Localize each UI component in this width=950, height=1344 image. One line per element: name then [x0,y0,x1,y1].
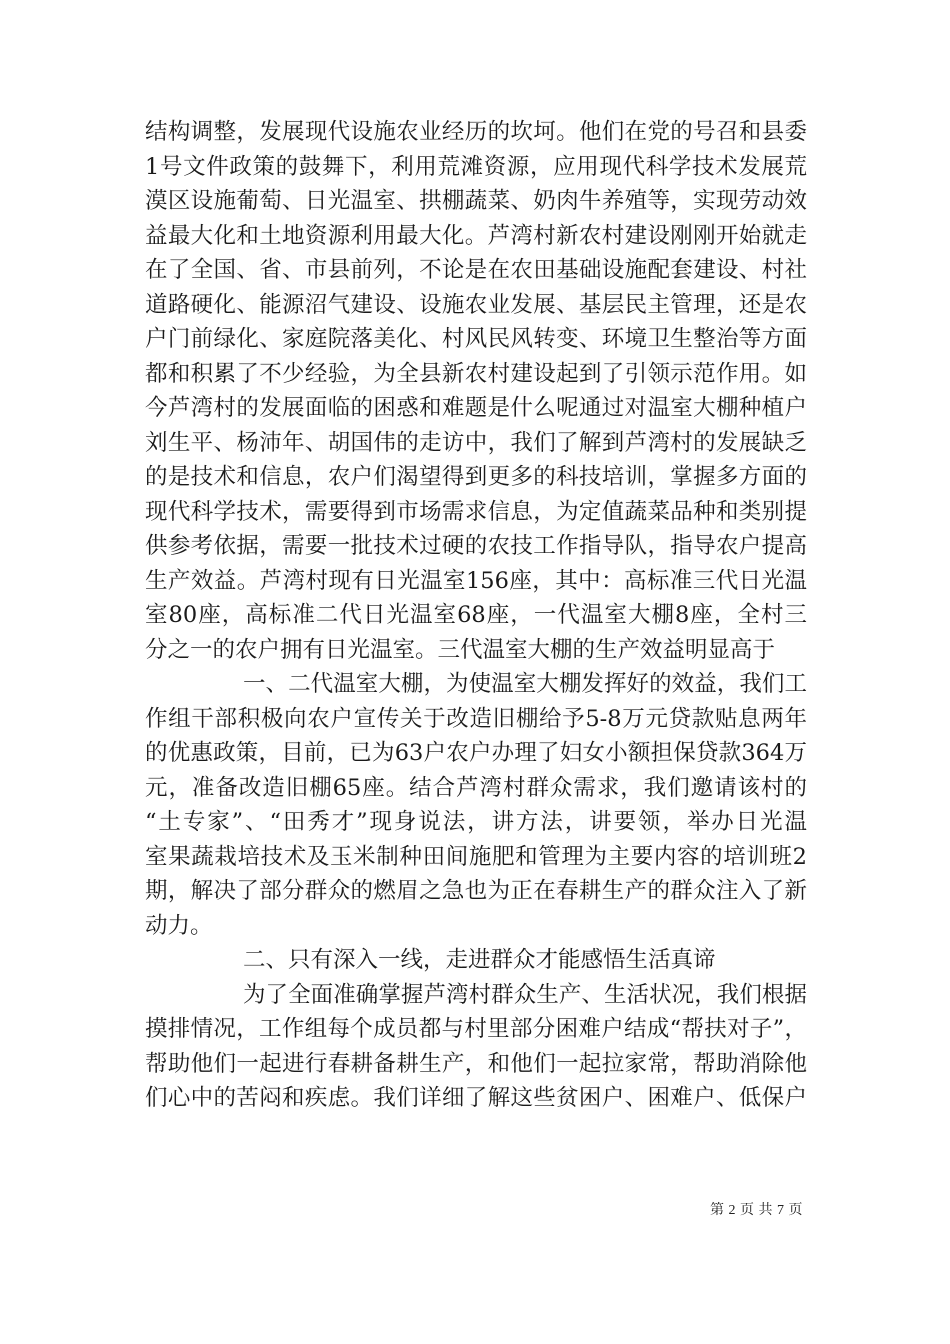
text-line: “土专家”、“田秀才”现身说法，讲方法，讲要领，举办日光温 [145,809,807,835]
text-line: 结构调整，发展现代设施农业经历的坎坷。他们在党的号召和县委 [145,119,807,145]
text-line: 期，解决了部分群众的燃眉之急也为正在春耕生产的群众注入了新 [145,878,807,904]
text-line: 益最大化和土地资源利用最大化。芦湾村新农村建设刚刚开始就走 [145,222,807,249]
text-line: 动力。 [145,912,213,939]
text-line: 今芦湾村的发展面临的困惑和难题是什么呢通过对温室大棚种植户 [145,395,807,421]
document-body [145,115,807,1116]
text-line: 户门前绿化、家庭院落美化、村风民风转变、环境卫生整治等方面 [145,326,807,352]
text-line: 们心中的苦闷和疾虑。我们详细了解这些贫困户、困难户、低保户 [145,1085,807,1111]
text-line: 室果蔬栽培技术及玉米制种田间施肥和管理为主要内容的培训班2 [145,843,807,870]
paragraph-first-line: 一、二代温室大棚，为使温室大棚发挥好的效益，我们工 [243,671,807,697]
text-line: 帮助他们一起进行春耕备耕生产，和他们一起拉家常，帮助消除他 [145,1050,807,1077]
text-line: 在了全国、省、市县前列，不论是在农田基础设施配套建设、村社 [145,257,807,283]
paragraph-first-line: 二、只有深入一线，走进群众才能感悟生活真谛 [243,947,716,973]
text-line: 元，准备改造旧棚65座。结合芦湾村群众需求，我们邀请该村的 [145,774,807,801]
text-line: 摸排情况，工作组每个成员都与村里部分困难户结成“帮扶对子”， [145,1016,807,1042]
text-line: 的优惠政策，目前，已为63户农户办理了妇女小额担保贷款364万 [145,740,807,766]
page-number-footer: 第 2 页 共 7 页 [710,1203,803,1218]
text-line: 供参考依据，需要一批技术过硬的农技工作指导队，指导农户提高 [145,533,807,559]
text-line: 漠区设施葡萄、日光温室、拱棚蔬菜、奶肉牛养殖等，实现劳动效 [145,188,807,214]
text-line: 刘生平、杨沛年、胡国伟的走访中，我们了解到芦湾村的发展缺乏 [145,429,807,456]
text-line: 道路硬化、能源沼气建设、设施农业发展、基层民主管理，还是农 [145,291,807,318]
paragraph-first-line: 为了全面准确掌握芦湾村群众生产、生活状况，我们根据 [243,981,807,1008]
text-line: 作组干部积极向农户宣传关于改造旧棚给予5-8万元贷款贴息两年 [145,705,807,732]
text-line: 1号文件政策的鼓舞下，利用荒滩资源，应用现代科学技术发展荒 [145,153,807,180]
text-line: 都和积累了不少经验，为全县新农村建设起到了引领示范作用。如 [145,360,807,387]
text-line: 室80座，高标准二代日光温室68座，一代温室大棚8座，全村三 [145,602,807,628]
text-line: 分之一的农户拥有日光温室。三代温室大棚的生产效益明显高于 [145,636,776,663]
text-line: 的是技术和信息，农户们渴望得到更多的科技培训，掌握多方面的 [145,464,807,490]
text-line: 现代科学技术，需要得到市场需求信息，为定值蔬菜品种和类别提 [145,498,807,525]
text-line: 生产效益。芦湾村现有日光温室156座，其中：高标准三代日光温 [145,567,807,594]
